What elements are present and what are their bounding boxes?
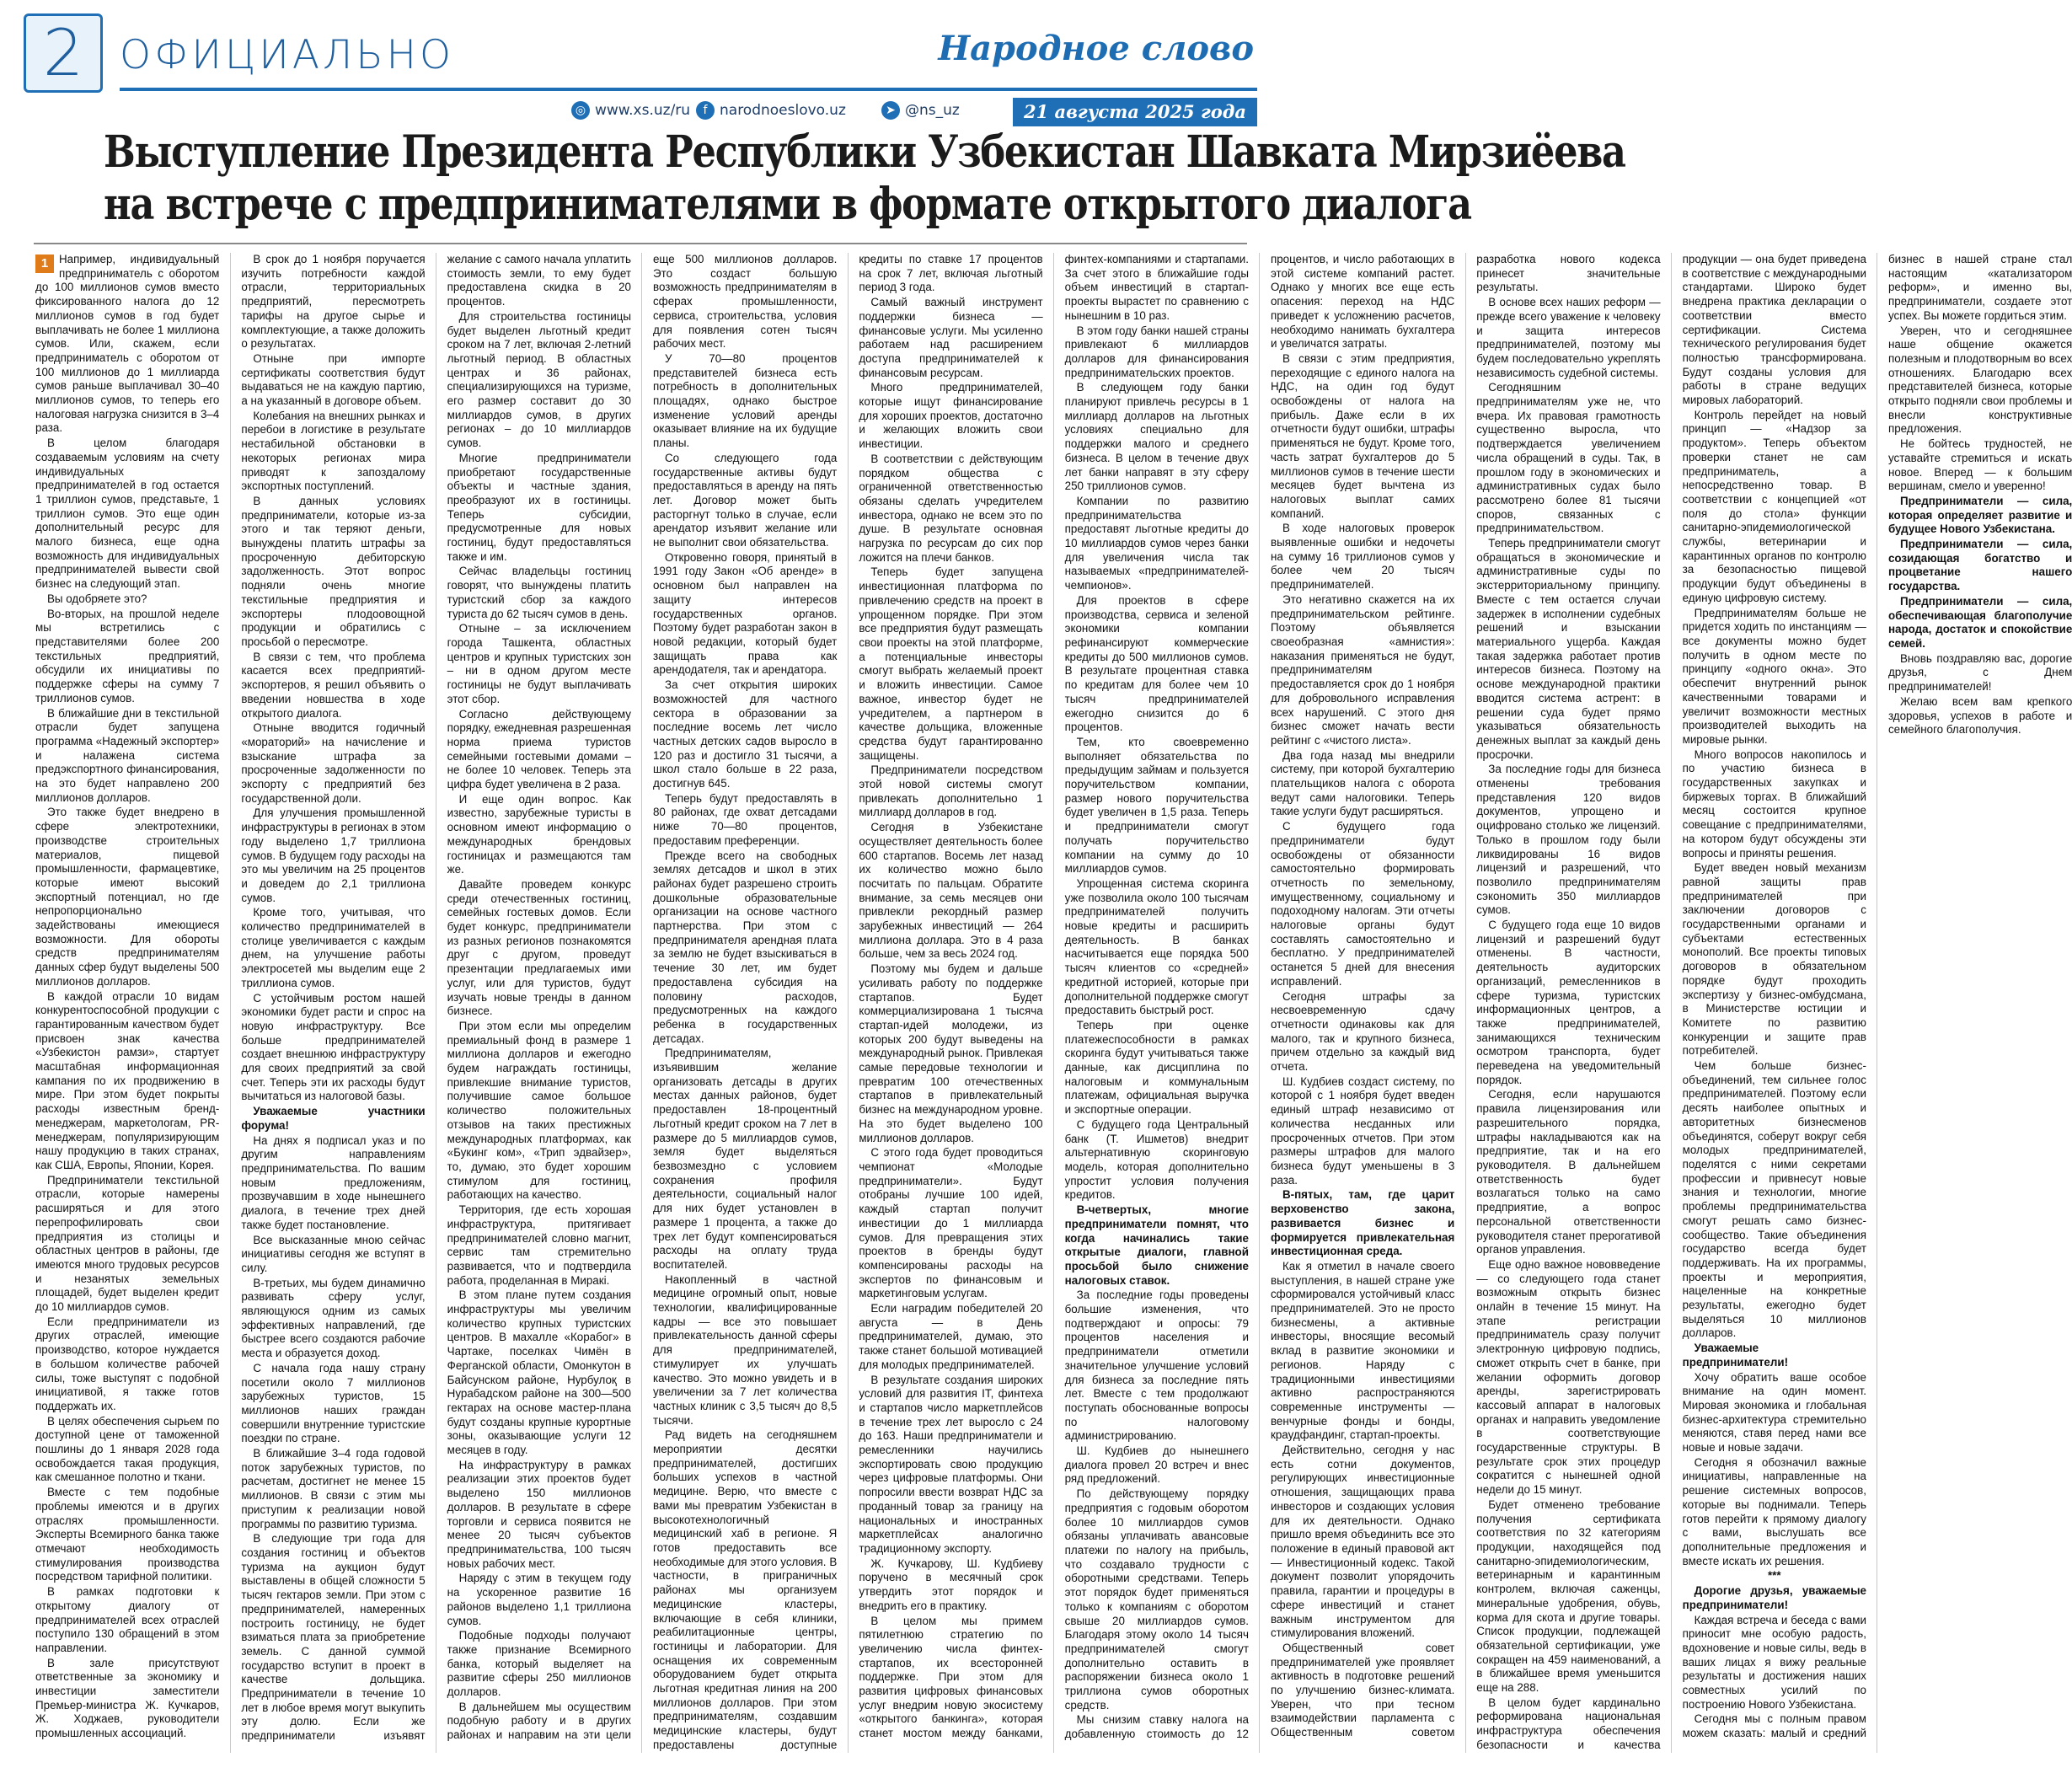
article-paragraph bbox=[1271, 522, 1454, 592]
article-paragraph bbox=[241, 651, 425, 721]
paragraph-text: Упрощенная система скоринга уже позволила около 100 тысячам предпринимателей получить новые кредиты и расширить деятельность. В банках насчитывается еще порядка 500 тысяч клиентов со «средней» кредитной историей, которые при дополнительной поддержке смогут предоставить быстрый рост. bbox=[1064, 876, 1249, 1017]
article-paragraph bbox=[447, 565, 631, 621]
article-paragraph bbox=[1888, 324, 2072, 437]
headline-line-1: Выступление Президента Республики Узбекистан Шавката Мирзиёева bbox=[104, 126, 1625, 178]
website-text: www.xs.uz/ru bbox=[595, 102, 691, 119]
paragraph-text: В-пятых, там, где царит верховенство закона, развивается бизнес и формируется привлекательная инвестиционная среда. bbox=[1270, 1188, 1455, 1258]
article-paragraph bbox=[1888, 437, 2072, 494]
article-paragraph bbox=[1065, 381, 1249, 494]
paragraph-text: *** bbox=[1767, 1569, 1781, 1583]
paragraph-text: Отныне вводится годичный «мораторий» на начисление и взыскание штрафа за просроченные задолженности по экспорту с предприятий без государственной доли. bbox=[241, 721, 426, 805]
article-paragraph bbox=[1888, 538, 2072, 594]
article-paragraph bbox=[35, 990, 219, 1173]
paragraph-text: Отныне – за исключением города Ташкента, областных центров и крупных туристских зон – ни в одном другом месте гостиницы не будут выплачивать этот сбор. bbox=[447, 622, 631, 705]
article-paragraph bbox=[1476, 381, 1660, 536]
paragraph-text: Сегодня в Узбекистане осуществляет деятельность более 600 стартапов. Восемь лет назад их количество можно было посчитать по пальцам. Обратите внимание, за семь месяцев они привлекли рекордный размер зарубежных инвестиций — 264 миллиона доллара. Это в 4 раза больше, чем за весь 2024 год. bbox=[859, 821, 1043, 961]
article-paragraph bbox=[35, 1174, 219, 1315]
article-paragraph bbox=[859, 381, 1042, 452]
paragraph-text: В ходе налоговых проверок выявленные ошибки и недочеты на сумму 16 триллионов сумов у более чем 20 тысяч предпринимателей. bbox=[1270, 522, 1455, 592]
article-paragraph bbox=[1065, 1203, 1249, 1288]
article-body bbox=[35, 253, 2072, 1753]
paragraph-text: Сегодняшним предпринимателям уже не, что вчера. Их правовая грамотность существенно выросла, что подтверждается увеличением числа обращений в суды. Так, в прошлом году в экономических и административных судах было рассмотрено более 81 тысячи споров, связанных с предпринимательством. bbox=[1476, 381, 1661, 535]
article-paragraph bbox=[35, 608, 219, 706]
article-paragraph bbox=[447, 1459, 631, 1572]
article-paragraph bbox=[1683, 1342, 1866, 1369]
article-paragraph bbox=[1683, 748, 1866, 861]
article-paragraph bbox=[1683, 1059, 1866, 1341]
rubric-divider bbox=[120, 88, 1257, 91]
article-paragraph bbox=[859, 453, 1042, 565]
paragraph-text: В соответствии с действующим порядком общества с ограниченной ответственностью обязаны сделать учредителем инвестора, однако не всем это по душе. В результате основная нагрузка по ресурсам до сих пор ложится на плечи банков. bbox=[859, 452, 1043, 564]
article-paragraph bbox=[1271, 1075, 1454, 1188]
article-paragraph bbox=[241, 1447, 425, 1531]
paragraph-text: Действительно, сегодня у нас есть сотни документов, регулирующих инвестиционные отношения, защищающих права инвесторов и создающих условия для их деятельности. Однако пришло время объединить все это положение в единый правовой акт — Инвестиционный кодекс. Такой документ позволит упорядочить правила, гарантии и процедуры в сфере инвестиций и станет важным инструментом для стимулирования вложений. bbox=[1270, 1444, 1455, 1640]
paragraph-text: Это также будет внедрено в сфере электротехники, производстве строительных материалов, пищевой промышленности, фармацевтике, которые имеют высокий экспортный потенциал, но где непропорционально задействованы имеющиеся возможности. Для обороты средств предпринимателям данных сфер будут выделены 500 миллионов долларов. bbox=[35, 806, 220, 988]
article-paragraph bbox=[241, 495, 425, 650]
paragraph-text: С начала года нашу страну посетили около 7 миллионов зарубежных туристов, 15 миллионов наших граждан совершили внутренние туристские поездки по стране. bbox=[241, 1361, 426, 1445]
paragraph-text: Поэтому мы будем и дальше усиливать работу по поддержке стартапов. Будет коммерциализирована 1 тысяча стартап-идей молодежи, из которых 200 будут выведены на международный рынок. Привлекая самые передовые технологии и превратим 100 отечественных стартапов в привлекательный бизнес на международном уровне. На это будет выделено 100 миллионов долларов. bbox=[859, 962, 1043, 1144]
article-paragraph bbox=[1065, 495, 1249, 593]
paragraph-text: Уважаемые участники форума! bbox=[241, 1105, 426, 1132]
paragraph-text: Будет введен новый механизм равной защиты прав предпринимателей при заключении договоров с государственными органами и субъектами естественных монополий. Все проекты типовых договоров в обязательном порядке будут проходить экспертизу у бизнес-омбудсмана, в Министерстве юстиции и Комитете по развитию конкуренции и защите прав потребителей. bbox=[1682, 861, 1866, 1058]
article-paragraph bbox=[859, 1302, 1042, 1373]
paragraph-text: Много вопросов накопилось и по участию бизнеса в государственных закупках и биржевых торгах. В ближайший месяц состоится крупное совещание с предпринимателями, на котором будут обсуждены эти вопросы и приняты решения. bbox=[1682, 747, 1866, 860]
paragraph-text: Компании по развитию предпринимательства предоставят льготные кредиты до 10 миллиардов сумов через банки для увеличения числа так называемых «предпринимателей-чемпионов». bbox=[1064, 494, 1249, 592]
paragraph-text: Предприниматели — сила, созидающая богатство и процветание нашего государства. bbox=[1887, 538, 2072, 593]
article-paragraph bbox=[35, 806, 219, 988]
paragraph-text: В целом будет кардинально реформирована национальная инфраструктура обеспечения безопасности и качества продукции — она будет приведена в соответствие с международными стандартами. Широко будет внедрена практика декларации о соответствии вместо сертификации. Система технического регулирования будет полностью трансформирована. Будут созданы условия для работы в стране ведущих мировых лабораторий. bbox=[1476, 253, 1866, 1751]
paragraph-text: Хочу обратить ваше особое внимание на один момент. Мировая экономика и глобальная бизнес-архитектура стремительно меняются, ставя перед нами все новые и новые задачи. bbox=[1682, 1370, 1866, 1455]
globe-icon: ◎ bbox=[571, 101, 590, 120]
paragraph-text: Теперь при оценке платежеспособности в рамках скоринга будут учитываться также данные, как дисциплина по налоговым и коммунальным платежам, официальная выручка и экспортные операции. bbox=[1064, 1018, 1249, 1117]
article-paragraph bbox=[653, 792, 837, 849]
facebook-text: narodnoeslovo.uz bbox=[720, 102, 846, 119]
headline-line-2: на встрече с предпринимателями в формате открытого диалога bbox=[104, 179, 1471, 230]
article-paragraph bbox=[859, 962, 1042, 1145]
paragraph-text: Если предприниматели из других отраслей, имеющие производство, которое нуждается в большом количестве рабочей силы, тоже выступят с подобной инициативой, я также готов поддержать их. bbox=[35, 1315, 220, 1412]
article-paragraph bbox=[447, 878, 631, 1019]
newspaper-logo: Народное слово bbox=[938, 29, 1254, 68]
paragraph-text: В целом благодаря создаваемым условиям на счету индивидуальных предпринимателей в год остается 1 триллион сумов, представьте, 1 триллион сумов. Это еще один дополнительный ресурс для малого бизнеса, еще одна возможность для индивидуальных предпринимателей вывести свой бизнес на следующий этап. bbox=[35, 437, 220, 591]
article-paragraph bbox=[859, 821, 1042, 962]
paragraph-text: В-третьих, мы будем динамично развивать сферу услуг, являющуюся одним из самых эффективных направлений, где быстрее всего создаются рабочие места и образуется доход. bbox=[241, 1276, 426, 1360]
paragraph-text: С устойчивым ростом нашей экономики будет расти и спрос на новую инфраструктуру. Все больше предпринимателей создает внешнюю инфраструктуру для своих предприятий за свой счет. Теперь эти их расходы будут вычитаться из налоговой базы. bbox=[241, 991, 426, 1103]
paragraph-text: В дальнейшем мы осуществим подобную работу и в других районах и направим на эти цели еще 500 миллионов долларов. Это создаст большую возможность предпринимателям в сферах промышленности, сервиса, строительства, условия для появления сотен тысяч рабочих мест. bbox=[447, 253, 838, 1742]
paragraph-text: Прежде всего на свободных землях детсадов и школ в этих районах будет разрешено строить дошкольные образовательные организации на основе частного партнерства. При этом с предпринимателя арендная плата за землю не будет взыскиваться в течение 30 лет, им будет предоставлена субсидия на половину расходов, предусмотренных на каждого ребенка в государственных детсадах. bbox=[652, 849, 838, 1045]
article-paragraph bbox=[1683, 409, 1866, 606]
article-paragraph bbox=[1476, 919, 1660, 1087]
facebook-link[interactable] bbox=[696, 101, 846, 120]
paragraph-text: Теперь предприниматели смогут обращаться в экономические и административные суды по экстерриториальному принципу. Вместе с тем остается случаи задержек в исполнении судебных решений и взыскании материального ущерба. Каждая такая задержка работает против интересов бизнеса. Поэтому на основе международной практики вводится система астрент: в решении суда будет прямо указываться обязательность денежных выплат за каждый день просрочки. bbox=[1476, 537, 1661, 761]
paragraph-text: Сегодня я обозначил важные инициативы, направленные на решение системных вопросов, которые вы поднимали. Теперь готов перейти к прямому диалогу с вами, выслушать все дополнительные предложения и вместе искать их решения. bbox=[1682, 1455, 1866, 1567]
article-paragraph bbox=[447, 1288, 631, 1457]
paragraph-text: При этом если мы определим премиальный фонд в размере 1 миллиона долларов и ежегодно будем награждать гостиницы, привлекшие внимание туристов, получившие самое большое количество положительных отзывов на таких престижных международных платформах, как «Букинг ком», «Трип эдвайзер», то, думаю, это будет хорошим стимулом для гостиниц, работающих на качество. bbox=[447, 1019, 631, 1202]
article-paragraph bbox=[35, 1415, 219, 1486]
article-paragraph bbox=[1476, 1088, 1660, 1256]
facebook-icon: f bbox=[696, 101, 715, 120]
paragraph-text: Не бойтесь трудностей, не уставайте стремиться и искать новое. Вперед — к большим вершинам, смело и уверенно! bbox=[1887, 437, 2072, 493]
paragraph-text: Самый важный инструмент поддержки бизнеса — финансовые услуги. Мы усиленно работаем над расширением доступа предпринимателей к финансовым ресурсам. bbox=[859, 296, 1043, 379]
paragraph-text: Уважаемые предприниматели! bbox=[1682, 1342, 1789, 1369]
article-paragraph bbox=[1065, 877, 1249, 1018]
paragraph-text: Если наградим победителей 20 августа — в День предпринимателей, думаю, это также станет большой мотивацией для молодых предпринимателей. bbox=[859, 1302, 1043, 1371]
article-paragraph bbox=[241, 721, 425, 806]
article-paragraph bbox=[653, 452, 837, 550]
paragraph-text: Сегодня, если нарушаются правила лицензирования или разрешительного порядка, штрафы накладываются как на предприятие, так и на его руководителя. В дальнейшем ответственность будет возлагаться только на само предприятие, а вопрос персональной ответственности руководителя станет прерогативой органов управления. bbox=[1476, 1088, 1661, 1256]
paragraph-text: В каждой отрасли 10 видам конкурентоспособной продукции с гарантированным качеством будет присвоен знак качества «Узбекистон рамзи», стартует масштабная информационная кампания по их продвижению в мире. При этом будет покрыты расходы известным бренд-менеджерам, маркетологам, PR-менеджерам, популяризирующим нашу продукцию в таких странах, как США, Европы, Японии, Корея. bbox=[35, 989, 220, 1171]
article-paragraph bbox=[653, 352, 837, 451]
article-paragraph bbox=[35, 707, 219, 806]
article-paragraph bbox=[1271, 593, 1454, 748]
article-paragraph bbox=[859, 296, 1042, 380]
paragraph-text: Во-вторых, на прошлой неделе мы встретились с представителями более 200 текстильных предприятий, обсудили их инициативы по поддержке сферы на сумму 7 триллионов сумов. bbox=[35, 607, 220, 705]
article-paragraph bbox=[653, 1273, 837, 1428]
article-paragraph bbox=[1683, 607, 1866, 747]
paragraph-text: Сейчас владельцы гостиниц говорят, что вынуждены платить туристский сбор за каждого туриста до 62 тысяч сумов в день. bbox=[447, 565, 631, 620]
paragraph-text: В этом году банки нашей страны привлекают 6 миллиардов долларов для финансирования предпринимательских проектов. bbox=[1064, 324, 1249, 379]
paragraph-text: Со следующего года государственные активы будут предоставляться в аренду на пять лет. Договор может быть расторгнут только в случае, если арендатор изъявит желание или не выполнит свои обязательства. bbox=[652, 451, 838, 549]
paragraph-text: С этого года будет проводиться чемпионат «Молодые предприниматели». Будут отобраны лучшие 100 идей, каждый стартап получит инвестиции до 1 миллиарда сумов. Для превращения этих проектов в бренды будут компенсированы расходы на экспертов по финансовым и маркетинговым услугам. bbox=[859, 1146, 1043, 1300]
article-paragraph bbox=[1888, 652, 2072, 694]
article-paragraph bbox=[447, 310, 631, 451]
article-paragraph bbox=[1271, 352, 1454, 521]
paragraph-text: Давайте проведем конкурс среди отечественных гостиниц, семейных гостевых домов. Если будет конкурс, предприниматели из разных регионов познакомятся друг с другом, проведут презентации предлагаемых ими услуг, или для туристов, будут изучать новые тренды в данном бизнесе. bbox=[447, 877, 631, 1018]
paragraph-text: За последние годы проведены большие изменения, что подтверждают и опросы: 79 процентов населения и предприниматели отметили значительное улучшение условий для бизнеса за последние пять лет. Вместе с тем продолжают поступать обоснованные вопросы по налоговому администрированию. bbox=[1064, 1288, 1249, 1443]
paragraph-text: За последние годы для бизнеса отменены требования представления 120 видов документов, упрощено и оцифровано столько же лицензий. Только в прошлом году были ликвидированы 16 видов лицензий и разрешений, что позволило предпринимателям сэкономить 350 миллиардов сумов. bbox=[1476, 763, 1661, 917]
article-paragraph bbox=[241, 906, 425, 990]
article-paragraph bbox=[653, 849, 837, 1047]
paragraph-text: Кроме того, учитывая, что количество предпринимателей в столице увеличивается с каждым днем, на улучшение работы электросетей мы выделим еще 2 триллиона сумов. bbox=[241, 906, 426, 989]
paragraph-text: На инфраструктуру в рамках реализации этих проектов будет выделено 150 миллионов долларов. В результате в сфере торговли и сервиса появится не менее 20 тысяч субъектов предпринимательства, 100 тысяч новых рабочих мест. bbox=[447, 1458, 631, 1570]
paragraph-text: Вновь поздравляю вас, дорогие друзья, с Днем предпринимателей! bbox=[1887, 651, 2072, 694]
article-paragraph bbox=[1683, 1584, 1866, 1612]
telegram-text: @ns_uz bbox=[905, 102, 960, 119]
article-paragraph bbox=[1065, 1019, 1249, 1117]
article-paragraph bbox=[1476, 1498, 1660, 1696]
article-paragraph bbox=[1065, 1487, 1249, 1712]
paragraph-text: Как я отметил в начале своего выступления, в нашей стране уже сформировался устойчивый класс предпринимателей. Это не просто бизнесмены, а активные инвесторы, вносящие весомый вклад в развитие экономики и регионов. Наряду с традиционными инвестициями активно распространяются современные инструменты — венчурные фонды и бонды, краудфандинг, стартап-проекты. bbox=[1270, 1259, 1455, 1442]
paragraph-text: За счет открытия широких возможностей для частного сектора в образовании за последние восемь лет число частных детских садов выросло в 120 раз и достигло 31 тысячи, а школ стало больше в 22 раза, достигнув 645. bbox=[652, 678, 838, 790]
article-paragraph bbox=[241, 992, 425, 1105]
paragraph-text: И еще один вопрос. Как известно, зарубежные туристы в основном имеют информацию о международных брендовых гостиницах и размещаются там же. bbox=[447, 792, 631, 876]
paragraph-text: Рад видеть на сегодняшнем мероприятии десятки предпринимателей, достигших больших успехов в частной медицине. Верю, что вместе с вами мы превратим Узбекистан в высокотехнологичный медицинский хаб в регионе. Я готов предоставить все необходимые для этого условия. В частности, в приграничных районах мы организуем медицинские кластеры, включающие в себя клиники, реабилитационные центры, гостиницы и лаборатории. Для оснащения их современным оборудованием будет открыта льготная кредитная линия на 200 миллионов долларов. При этом предпринимателям, создавшим медицинские кластеры, будут предоставлены доступные кредиты по ставке 17 процентов на срок 7 лет, включая льготный период 3 года. bbox=[652, 253, 1043, 1751]
article-paragraph bbox=[35, 1486, 219, 1584]
paragraph-text: Предпринимателям, изъявившим желание организовать детсады в других местах данных районов, будет предоставлен 18-процентный льготный кредит сроком на 7 лет в размере до 5 миллиардов сумов, земля будет выделяться безвозмездно с условием сохранения профиля деятельности, социальный налог для них будет установлен в размере 1 процента, а также до трех лет будут компенсироваться расходы на оплату труда воспитателей. bbox=[652, 1047, 838, 1271]
article-paragraph bbox=[1888, 595, 2072, 651]
paragraph-text: В связи с этим предприятия, переходящие с единого налога на НДС, на один год будут освобождены от налога на прибыль. Даже если в их отчетности будут ошибки, штрафы применяться не будут. Кроме того, часть затрат бухгалтеров до 5 миллионов сумов в течение шести месяцев будет вычтена из налоговых выплат самих компаний. bbox=[1270, 351, 1455, 520]
article-paragraph bbox=[1271, 1260, 1454, 1443]
paragraph-text: С будущего года Центральный банк (Т. Ишметов) внедрит альтернативную скоринговую модель, которая дополнительно упростит условия получения кредитов. bbox=[1064, 1117, 1249, 1202]
paragraph-text: Предприниматели — сила, которая определяет развитие и будущее Нового Узбекистана. bbox=[1887, 494, 2072, 536]
article-paragraph bbox=[1683, 1456, 1866, 1569]
article-paragraph bbox=[1476, 537, 1660, 762]
article-paragraph bbox=[1065, 1444, 1249, 1487]
paragraph-text: Ж. Кучкарову, Ш. Кудбиеву поручено в месячный срок утвердить этот порядок и внедрить его в практику. bbox=[859, 1556, 1043, 1612]
paragraph-text: Мы снизим ставку налога на добавленную стоимость до 12 процентов, и число работающих в этой системе компаний растет. Однако у многих все еще есть опасения: переход на НДС приведет к усложнению расчетов, необходимо нанимать бухгалтера и увеличатся затраты. bbox=[1064, 253, 1455, 1741]
paragraph-text: Ш. Кудбиев создаст систему, по которой с 1 ноября будет введен единый штраф независимо от количества несданных или просроченных отчетов. При этом размеры штрафов для малого бизнеса будут уменьшены в 3 раза. bbox=[1270, 1074, 1455, 1187]
contact-bar bbox=[571, 98, 1257, 125]
paragraph-text: Колебания на внешних рынках и перебои в логистике в результате нестабильной обстановки в некоторых регионах мира приводят к запоздалому экспортных поступлений. bbox=[241, 409, 426, 493]
article-paragraph bbox=[241, 253, 425, 351]
article-paragraph bbox=[35, 253, 219, 436]
paragraph-text: Это негативно скажется на их предпринимательском рейтинге. Поэтому объявляется своеобразная «амнистия»: наказания применяться не будут, предпринимателям предоставляется срок до 1 ноября для добровольного исправления всех нарушений. С этого дня бизнес сможет начать вести рейтинг с «чистого листа». bbox=[1270, 592, 1455, 747]
paragraph-text: Каждая встреча и беседа с вами приносит мне особую радость, вдохновение и новые силы, ведь в ваших лицах я вижу реальные результаты и достижения наших совместных усилий по построению Нового Узбекистана. bbox=[1682, 1613, 1866, 1711]
article-paragraph bbox=[859, 1557, 1042, 1614]
article-paragraph bbox=[1271, 820, 1454, 988]
paragraph-text: В следующем году банки планируют привлечь ресурсы в 1 миллиард долларов на льготных условиях специально для поддержки малого и среднего бизнеса. В целом в течение двух лет банки направят в эту сферу 250 триллионов сумов. bbox=[1064, 381, 1249, 493]
paragraph-text: Вы одобряете это? bbox=[47, 592, 147, 605]
article-paragraph bbox=[1065, 736, 1249, 876]
paragraph-text: Много предпринимателей, которые ищут финансирование для хороших проектов, достаточно и желающих вложить свои инвестиции. bbox=[859, 381, 1043, 451]
paragraph-text: Для проектов в сфере производства, сервиса и зеленой экономики компании рефинансируют коммерческие кредиты до 500 миллионов сумов. В результате процентная ставка по кредитам для более чем 10 тысяч предпринимателей ежегодно снизится до 6 процентов. bbox=[1064, 593, 1249, 734]
article-paragraph bbox=[241, 410, 425, 494]
paragraph-text: В ближайшие дни в текстильной отрасли будет запущена программа «Надежный экспортер» и налажена система предэкспортного финансирования, на это будет направлено 200 миллионов долларов. bbox=[35, 706, 220, 804]
paragraph-text: Сегодня мы с полным правом можем сказать: малый и средний бизнес в нашей стране стал настоящим «катализатором реформ», и именно вы, предприниматели, создаете этот успех. Вы можете гордиться этим. bbox=[1682, 253, 2072, 1740]
rubric-title: ОФИЦИАЛЬНО bbox=[120, 32, 454, 78]
headline-divider bbox=[34, 243, 1247, 244]
website-link[interactable] bbox=[571, 101, 690, 120]
article-paragraph bbox=[241, 1134, 425, 1233]
page-number: 2 bbox=[24, 13, 103, 93]
article-paragraph bbox=[859, 565, 1042, 763]
article-paragraph bbox=[241, 1105, 425, 1133]
article-paragraph bbox=[1683, 1569, 1866, 1583]
paragraph-text: На днях я подписал указ и по другим направлениям предпринимательства. По вашим новым предложениям, прозвучавшим в ходе нынешнего диалога, в течение трех дней также будет постановление. bbox=[241, 1133, 426, 1231]
article-paragraph bbox=[653, 678, 837, 791]
paragraph-text: В связи с тем, что проблема касается всех предприятий-экспортеров, я решил объявить о введении новшества в ходе открытого диалога. bbox=[241, 650, 426, 720]
paragraph-text: Будет отменено требование получения сертификата соответствия по 32 категориям продукции, находящейся под санитарно-эпидемиологическим, ветеринарным и карантинным контролем, включая саженцы, минеральные удобрения, обувь, корма для скота и другие товары. Список продукции, подлежащей обязательной сертификации, уже сокращен на 459 наименований, а в ближайшее время уменьшится еще на 288. bbox=[1476, 1497, 1661, 1695]
paragraph-text: Отныне при импорте сертификаты соответствия будут выдаваться не на каждую партию, а на указанный в договоре объем. bbox=[241, 351, 426, 408]
paragraph-text: Вместе с тем подобные проблемы имеются и в других отраслях промышленности. Эксперты Всемирного банка также отмечают необходимость стимулирования производства посредством тарифной политики. bbox=[35, 1486, 220, 1583]
article-paragraph bbox=[1476, 1258, 1660, 1497]
paragraph-text: Чем больше бизнес-объединений, тем сильнее голос предпринимателей. Поэтому если десять наиболее опытных и авторитетных бизнесменов объединятся, соберут вокруг себя молодых предпринимателей, поделятся с ними секретами профессии и привнесут новые знания и технологии, многие проблемы предпринимательства смогут решать само бизнес-сообщество. Такие объединения государство всегда будет поддерживать. На их программы, проекты и мероприятия, нацеленные на конкретные результаты, ежегодно будет выделяться 10 миллионов долларов. bbox=[1682, 1059, 1866, 1340]
paragraph-text: Общественный совет предпринимателей уже проявляет активность в подготовке решений по улучшению бизнес-климата. Уверен, что при тесном взаимодействии парламента с Общественным советом разработка нового кодекса принесет значительные результаты. bbox=[1270, 253, 1661, 1739]
paragraph-text: В зале присутствуют ответственные за экономику и инвестиции заместители Премьер-министра Ж. Кучкаров, Ж. Ходжаев, руководители промышленных ассоциаций. bbox=[35, 1656, 220, 1740]
article-paragraph bbox=[35, 437, 219, 592]
article-paragraph bbox=[1065, 1288, 1249, 1444]
article-paragraph bbox=[1683, 861, 1866, 1058]
paragraph-text: У 70—80 процентов представителей бизнеса есть потребность в дополнительных площадях, однако быстрое изменение условий аренды оказывает влияние на их будущие планы. bbox=[652, 351, 838, 450]
article-paragraph bbox=[1888, 495, 2072, 537]
paragraph-text: В данных условиях предприниматели, которые из-за этого и так теряют деньги, вынуждены платить штрафы за просроченную дебиторскую задолженность. Этот вопрос подняли очень многие текстильные предприятия и экспортеры плодоовощной продукции и обратились с просьбой о пересмотре. bbox=[241, 494, 426, 648]
article-paragraph bbox=[1888, 695, 2072, 737]
article-paragraph bbox=[447, 793, 631, 877]
article-paragraph bbox=[447, 452, 631, 565]
article-paragraph bbox=[35, 592, 219, 607]
paragraph-text: Желаю всем вам крепкого здоровья, успехов в работе и семейного благополучия. bbox=[1887, 694, 2072, 737]
paragraph-text: Сегодня штрафы за несвоевременную сдачу отчетности одинаковы как для малого, так и крупного бизнеса, причем отдельно за каждый вид отчета. bbox=[1270, 989, 1455, 1074]
article-paragraph bbox=[447, 1572, 631, 1628]
article-paragraph bbox=[447, 1203, 631, 1288]
article-paragraph bbox=[1683, 1371, 1866, 1455]
article-paragraph bbox=[241, 1277, 425, 1361]
paragraph-text: В результате создания широких условий для развития IT, финтеха и стартапов число маркетплейсов в течение трех лет выросло с 24 до 163. Наши предприниматели и ремесленники научились экспортировать свою продукцию через цифровые платформы. Они попросили ввести возврат НДС за проданный товар за границу на национальных и иностранных маркетплейсах аналогично традиционному экспорту. bbox=[859, 1373, 1043, 1555]
paragraph-text: В целом мы примем пятилетнюю стратегию по увеличению числа финтех-стартапов, их всесторонней поддержке. При этом для развития цифровых финансовых услуг внедрим новую экосистему «открытого банкинга», которая станет мостом между банками, финтех-компаниями и стартапами. За счет этого в ближайшие годы объем инвестиций в стартап-проекты вырастет по сравнению с нынешним в 10 раз. bbox=[859, 253, 1249, 1740]
article-paragraph bbox=[447, 1629, 631, 1700]
paragraph-text: Наряду с этим в текущем году на ускоренное развитие 16 районов выделено 1,1 триллиона сумов. bbox=[447, 1572, 631, 1627]
paragraph-text: Предприниматели — сила, обеспечивающая благополучие народа, достаток и спокойствие семей. bbox=[1887, 594, 2072, 650]
continuation-marker: 1 bbox=[35, 254, 54, 273]
paragraph-text: По действующему порядку предприятия с годовым оборотом более 10 миллиардов сумов обязаны уплачивать авансовые платежи по налогу на прибыль, что создавало трудности с оборотными средствами. Теперь этот порядок будет применяться только к компаниям с оборотом свыше 20 миллиардов сумов. Благодаря этому около 14 тысяч предпринимателей смогут дополнительно оставить в распоряжении бизнеса около 1 триллиона сумов оборотных средств. bbox=[1064, 1487, 1249, 1712]
paragraph-text: Теперь будут предоставлять в 80 районах, где охват детсадами ниже 70—80 процентов, предоставим преференции. bbox=[652, 791, 838, 847]
paragraph-text: В этом плане путем создания инфраструктуры мы увеличим количество крупных туристских центров. В махалле «Корабог» в Чартаке, поселках Чимён в Ферганской области, Омонкутон в Байсунском районе, Нурбулоқ в Нурабадском районе на 300—500 гектарах на основе мастер-плана будут созданы крупные курортные зоны, оказывающие услуги 12 месяцев в году. bbox=[447, 1288, 631, 1457]
paragraph-text: Для строительства гостиницы будет выделен льготный кредит сроком на 7 лет, включая 2-летний льготный период. В областных центрах и 36 районах, специализирующихся на туризме, его размер составит до 30 миллиардов сумов, в других регионах – до 10 миллиардов сумов. bbox=[447, 309, 631, 450]
paragraph-text: Теперь будет запущена инвестиционная платформа по привлечению средств на проект в упрощенном порядке. При этом все предприятия будут размещать свои проекты на этой платформе, а потенциальные инвесторы смогут выбрать желаемый проект и вложить инвестиции. Самое важное, инвестор будет не учредителем, а партнером в качестве дольщика, вложенные средства будут гарантированно защищены. bbox=[859, 565, 1043, 762]
article-paragraph bbox=[1271, 1444, 1454, 1641]
paragraph-text: Дорогие друзья, уважаемые предприниматели! bbox=[1682, 1584, 1866, 1611]
article-paragraph bbox=[1476, 296, 1660, 380]
article-headline bbox=[104, 126, 1625, 231]
paragraph-text: Накопленный в частной медицине огромный опыт, новые технологии, квалифицированные кадры — все это повышает привлекательность данной сферы для предпринимателей, стимулирует их улучшать качество. Это можно увидеть и в увеличении за 7 лет количества частных клиник с 3,5 тысяч до 8,5 тысячи. bbox=[652, 1272, 838, 1427]
paragraph-text: Два года назад мы внедрили систему, при которой бухгалтерию плательщиков налога с оборота ведут сами налоговики. Теперь такие услуги будут расширяться. bbox=[1270, 748, 1455, 818]
article-paragraph bbox=[859, 1146, 1042, 1301]
article-paragraph bbox=[1476, 763, 1660, 918]
article-paragraph bbox=[35, 1315, 219, 1414]
article-paragraph bbox=[447, 708, 631, 792]
paragraph-text: Подобные подходы получают также признание Всемирного банка, который выделяет на развитие сферы 250 миллионов долларов. bbox=[447, 1629, 631, 1699]
paragraph-text: Для улучшения промышленной инфраструктуры в регионах в этом году выделено 1,7 триллиона сумов. В будущем году расходы на это мы увеличим на 25 процентов и доведем до 2,1 триллиона сумов. bbox=[241, 806, 426, 904]
article-paragraph bbox=[241, 352, 425, 409]
article-paragraph bbox=[1065, 594, 1249, 735]
telegram-link[interactable] bbox=[881, 101, 960, 120]
article-paragraph bbox=[1683, 1614, 1866, 1712]
paragraph-text: В основе всех наших реформ — прежде всего уважение к человеку и защита интересов предпринимателей, поэтому мы будем последовательно укреплять независимость судебной системы. bbox=[1476, 296, 1661, 379]
paragraph-text: Еще одно важное нововведение — со следующего года станет возможным открыть бизнес онлайн в течение 15 минут. На этапе регистрации предприниматель сразу получит электронную цифровую подпись, сможет открыть счет в банке, при желании оформить договор аренды, зарегистрировать кассовый аппарат в налоговых органах и направить уведомление в соответствующие государственные структуры. В результате срок этих процедур сократится с нынешней одной недели до 15 минут. bbox=[1476, 1257, 1661, 1497]
article-paragraph bbox=[653, 551, 837, 678]
paragraph-text: В ближайшие 3–4 года годовой поток зарубежных туристов, по расчетам, достигнет не менее 15 миллионов. В связи с этим мы приступим к реализации новой программы по развитию туризма. bbox=[241, 1447, 426, 1530]
paragraph-text: Тем, кто своевременно выполняет обязательства по предыдущим займам и пользуется поручительством компании, размер нового поручительства будет увеличен в 1,5 раза. Теперь и предприниматели смогут получать поручительство компании на сумму до 10 миллиардов сумов. bbox=[1064, 735, 1249, 876]
paragraph-text: Ш. Кудбиев до нынешнего диалога провел 20 встреч и внес ряд предложений. bbox=[1064, 1444, 1249, 1486]
paragraph-text: Откровенно говоря, принятый в 1991 году Закон «Об аренде» в основном был направлен на защиту интересов государственных органов. Поэтому будет разработан закон в новой редакции, который будет защищать права как арендодателя, так и арендатора. bbox=[652, 550, 838, 677]
article-paragraph bbox=[1271, 990, 1454, 1074]
article-paragraph bbox=[35, 1657, 219, 1741]
article-paragraph bbox=[447, 1020, 631, 1203]
article-paragraph bbox=[241, 1234, 425, 1276]
article-paragraph bbox=[1271, 749, 1454, 820]
paragraph-text: В срок до 1 ноября поручается изучить потребности каждой отрасли, территориальных предприятий, пересмотреть тарифы на другое сырье и комплектующие, а также доложить о результатах. bbox=[241, 253, 426, 351]
paragraph-text: Все высказанные мною сейчас инициативы сегодня же вступят в силу. bbox=[241, 1233, 426, 1274]
article-paragraph bbox=[859, 763, 1042, 820]
paragraph-text: В целях обеспечения сырьем по доступной цене от таможенной пошлины до 1 января 2028 года освобождается такая продукция, как смешанное полотно и ткани. bbox=[35, 1414, 220, 1484]
paragraph-text: В-четвертых, многие предприниматели помнят, что когда начинались такие открытые диалоги, главной просьбой было снижение налоговых ставок. bbox=[1064, 1203, 1249, 1287]
paragraph-text: Контроль перейдет на новый принцип — «Надзор за продуктом». Теперь объектом проверки станет не сам предприниматель, а непосредственно товар. В соответствии с концепцией «от поля до стола» функции санитарно-эпидемиологической службы, ветеринарии и карантинных органов по контролю за безопасностью пищевой продукции будут объединены в единую цифровую систему. bbox=[1682, 408, 1866, 604]
paragraph-text: Уверен, что и сегодняшнее наше общение окажется полезным и плодотворным во всех отношениях. Благодарю всех представителей бизнеса, которые открыто подняли свои проблемы и внесли конструктивные предложения. bbox=[1887, 324, 2072, 436]
article-paragraph bbox=[35, 1585, 219, 1656]
paragraph-text: Территория, где есть хорошая инфраструктура, притягивает предпринимателей словно магнит, сервис там стремительно развивается, что и подтвердила работа, проделанная в Миракі. bbox=[447, 1203, 631, 1287]
paragraph-text: Предпринимателям больше не придется ходить по инстанциям — все документы можно будет получить в одном месте по принципу «одного окна». Это обеспечит внутренний рынок качественными товарами и увеличит возможности местных производителей выходить на мировые рынки. bbox=[1682, 606, 1866, 746]
masthead bbox=[24, 13, 1261, 122]
paragraph-text: Предприниматели посредством этой новой системы смогут привлекать дополнительно 1 миллиард долларов в год. bbox=[859, 763, 1043, 819]
article-paragraph bbox=[1271, 1188, 1454, 1259]
article-paragraph bbox=[653, 1047, 837, 1272]
article-paragraph bbox=[1065, 324, 1249, 381]
article-paragraph bbox=[241, 1362, 425, 1446]
paragraph-text: С будущего года предприниматели будут освобождены от обязанности самостоятельно формировать отчетность по земельному, имущественному, социальному и подоходному налогам. Эти отчеты налоговые органы будут составлять самостоятельно и бесплатно. У предпринимателей останется 5 дней для внесения исправлений. bbox=[1270, 820, 1455, 988]
paragraph-text: В рамках подготовки к открытому диалогу от предпринимателей всех отраслей поступило 130 обращений в этом направлении. bbox=[35, 1585, 220, 1654]
article-paragraph bbox=[859, 1374, 1042, 1556]
paragraph-text: В следующие три года для создания гостиниц и объектов туризма на аукцион будут выставлены в общей сложности 5 тысяч гектаров земли. При этом с предпринимателей, намеренных построить гостиницу, не будет взиматься плата за приобретение земель. С данной суммой государство вступит в проект в качестве дольщика. Предприниматели в течение 10 лет в любое время могут выкупить эту долю. Если же предприниматели изъявят желание с самого начала уплатить стоимость земли, то ему будет предоставлена скидка в 20 процентов. bbox=[241, 253, 631, 1743]
paragraph-text: Многие предприниматели приобретают государственные объекты и частные здания, преобразуют их в гостиницы. Теперь субсидии, предусмотренные для новых гостиниц, будут предоставляться также и им. bbox=[447, 451, 631, 563]
article-paragraph bbox=[241, 806, 425, 905]
issue-date: 21 августа 2025 года bbox=[1013, 98, 1257, 126]
article-paragraph bbox=[1065, 1118, 1249, 1203]
paragraph-text: С будущего года еще 10 видов лицензий и разрешений будут отменены. В частности, деятельность аудиторских организаций, ремесленников в сфере туризма, туристских информационных центров, а также предпринимателей, занимающихся техническим осмотром транспорта, будет переведена на уведомительный порядок. bbox=[1476, 919, 1661, 1086]
telegram-icon: ➤ bbox=[881, 101, 900, 120]
article-paragraph bbox=[447, 622, 631, 706]
paragraph-text: Согласно действующему порядку, ежедневная разрешенная норма приема туристов семейными гостевыми домами – не более 10 человек. Теперь эта цифра будет увеличена в 2 раза. bbox=[447, 707, 631, 791]
paragraph-text: Например, индивидуальный предприниматель с оборотом до 100 миллионов сумов вместо фиксированного налога до 12 миллионов сумов в год будет выплачивать не более 1 миллиона сумов. Или, скажем, если предприниматель с оборотом от 100 миллионов до 1 миллиарда сумов раньше выплачивал 30–40 миллионов сумов, то теперь его налоговая нагрузка снизится в 3–4 раза. bbox=[35, 253, 220, 435]
paragraph-text: Предприниматели текстильной отрасли, которые намерены расширяться и для этого перепрофилировать свои предприятия из столицы и областных центров в районы, где имеются много трудовых ресурсов и незанятых земельных площадей, будет выделен кредит до 10 миллиардов сумов. bbox=[35, 1173, 220, 1314]
